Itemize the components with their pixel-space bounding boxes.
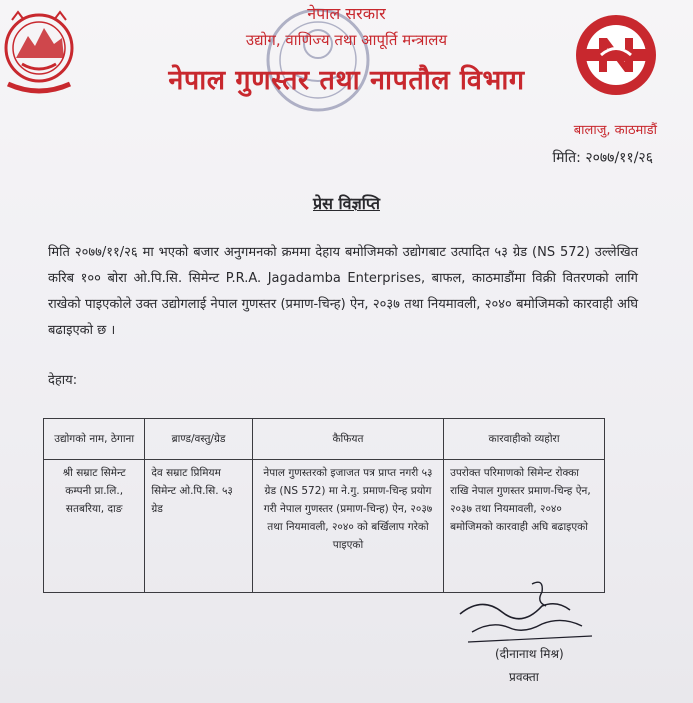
office-address: बालाजु, काठमाडौं bbox=[573, 123, 657, 138]
table-cell-action: उपरोक्त परिमाणको सिमेन्ट रोक्का राखि नेपाल गुणस्तर प्रमाण-चिन्ह ऐन, २०३७ तथा नियमावली, २०४० बमोजिमको कारवाही अघि बढाइएको bbox=[444, 460, 605, 593]
department-name: नेपाल गुणस्तर तथा नापतौल विभाग bbox=[168, 65, 525, 96]
table-header-row bbox=[44, 419, 605, 460]
details-table bbox=[43, 418, 605, 593]
table-cell-industry: श्री सम्राट सिमेन्ट कम्पनी प्रा.लि., सतबरिया, दाङ bbox=[44, 460, 145, 593]
table-cell-brand: देव सम्राट प्रिमियम सिमेन्ट ओ.पि.सि. ५३ ग्रेड bbox=[145, 460, 253, 593]
document-title: प्रेस विज्ञप्ति bbox=[313, 194, 380, 213]
table-cell-remarks: नेपाल गुणस्तरको इजाजत पत्र प्राप्त नगरी ५३ ग्रेड (NS 572) मा ने.गु. प्रमाण-चिन्ह प्रयोग गरी नेपाल गुणस्तर (प्रमाण-चिन्ह) ऐन, २०३७ तथा नियमावली, २०४० को बर्खिलाप गरेको पाइएको bbox=[252, 460, 443, 593]
table-header: उद्योगको नाम, ठेगाना bbox=[44, 419, 145, 460]
government-name: नेपाल सरकार bbox=[307, 4, 386, 23]
document-date: मिति: २०७७/११/२६ bbox=[552, 150, 653, 166]
table-header: कारवाहीको व्यहोरा bbox=[444, 419, 605, 460]
ministry-name: उद्योग, वाणिज्य तथा आपूर्ति मन्त्रालय bbox=[245, 31, 448, 49]
signatory-name: (दीनानाथ मिश्र) bbox=[495, 647, 564, 661]
signatory-role: प्रवक्ता bbox=[509, 670, 539, 684]
table-header: ब्राण्ड/वस्तु/ग्रेड bbox=[145, 419, 253, 460]
details-label: देहाय: bbox=[48, 373, 78, 388]
table-row bbox=[44, 460, 605, 593]
body-paragraph: मिति २०७७/११/२६ मा भएको बजार अनुगमनको क्रममा देहाय बमोजिमको उद्योगबाट उत्पादित ५३ ग्रेड (NS 572) उल्लेखित करिब १०० बोरा ओ.पि.सि. सिमेन्ट P.R.A. Jagadamba Enterprises, बाफल, काठमाडौंमा विक्री वितरणको लागि राखेको पाइएकोले उक्त उद्योगलाई नेपाल गुणस्तर (प्रमाण-चिन्ह) ऐन, २०३७ तथा नियमावली, २०४० बमोजिमको कारवाही अघि बढाइएको छ । bbox=[48, 245, 638, 338]
signature-icon bbox=[452, 576, 602, 656]
table-header: कैफियत bbox=[252, 419, 443, 460]
